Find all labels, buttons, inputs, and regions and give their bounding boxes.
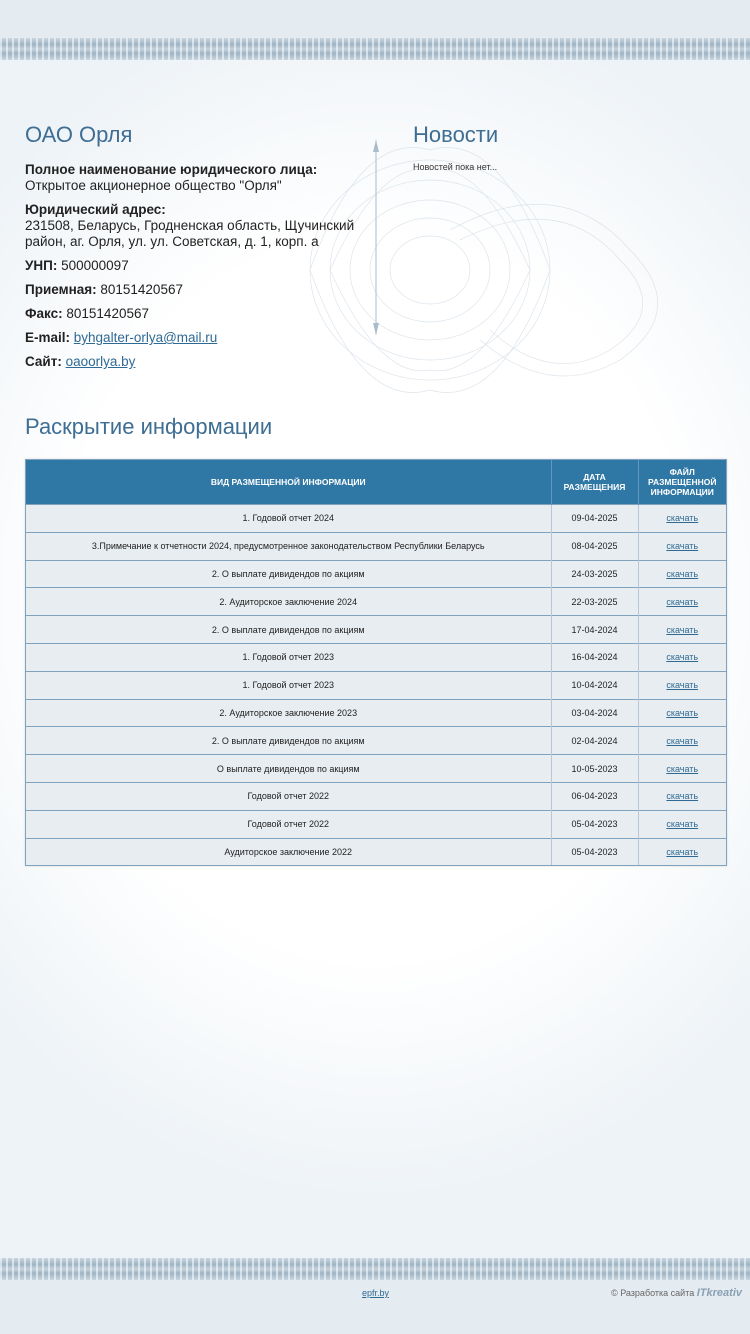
footer-site-link[interactable]: epfr.by bbox=[362, 1288, 390, 1298]
row-date: 09-04-2025 bbox=[551, 505, 638, 533]
row-name: Годовой отчет 2022 bbox=[26, 782, 551, 810]
site-link[interactable]: oaoorlya.by bbox=[65, 354, 136, 369]
download-link[interactable]: скачать bbox=[666, 846, 699, 857]
fax-value: 80151420567 bbox=[66, 306, 149, 321]
email-link[interactable]: byhgalter-orlya@mail.ru bbox=[73, 330, 218, 345]
full-name-label: Полное наименование юридического лица: bbox=[25, 162, 318, 177]
bottom-ornament-border bbox=[0, 1258, 750, 1280]
row-file bbox=[638, 588, 726, 616]
row-name: 2. Аудиторское заключение 2024 bbox=[26, 588, 551, 616]
column-header-type: ВИД РАЗМЕЩЕННОЙ ИНФОРМАЦИИ bbox=[26, 460, 551, 505]
fax-label: Факс: bbox=[25, 306, 63, 321]
reception-label: Приемная: bbox=[25, 282, 97, 297]
table-row bbox=[26, 588, 726, 616]
table-row bbox=[26, 810, 726, 838]
company-info bbox=[25, 122, 370, 378]
table-row bbox=[26, 505, 726, 533]
row-name: 1. Годовой отчет 2024 bbox=[26, 505, 551, 533]
download-link[interactable]: скачать bbox=[666, 652, 699, 663]
row-name: 2. О выплате дивидендов по акциям bbox=[26, 616, 551, 644]
top-ornament-border bbox=[0, 38, 750, 60]
download-link[interactable]: скачать bbox=[666, 791, 699, 802]
row-file bbox=[638, 755, 726, 783]
row-file bbox=[638, 699, 726, 727]
table-row bbox=[26, 560, 726, 588]
row-file bbox=[638, 505, 726, 533]
row-date: 16-04-2024 bbox=[551, 643, 638, 671]
row-name: 1. Годовой отчет 2023 bbox=[26, 671, 551, 699]
developer-credit-text: © Разработка сайта bbox=[611, 1288, 695, 1298]
address-value: 231508, Беларусь, Гродненская область, Щучинский район, аг. Орля, ул. ул. Советская, д. 1, корп. а bbox=[25, 218, 355, 249]
row-date: 02-04-2024 bbox=[551, 727, 638, 755]
disclosure-table bbox=[25, 459, 727, 866]
table-header-row bbox=[26, 460, 726, 505]
developer-credit bbox=[611, 1287, 742, 1299]
reception-line bbox=[25, 282, 370, 298]
download-link[interactable]: скачать bbox=[666, 819, 699, 830]
email-line bbox=[25, 330, 370, 346]
news-section bbox=[413, 122, 713, 172]
column-header-file: ФАЙЛ РАЗМЕЩЕННОЙ ИНФОРМАЦИИ bbox=[638, 460, 726, 505]
table-row bbox=[26, 671, 726, 699]
row-date: 08-04-2025 bbox=[551, 532, 638, 560]
table-row bbox=[26, 838, 726, 865]
table-row bbox=[26, 616, 726, 644]
row-date: 10-04-2024 bbox=[551, 671, 638, 699]
site-line bbox=[25, 354, 370, 370]
table-row bbox=[26, 643, 726, 671]
address-block bbox=[25, 202, 370, 250]
email-label: E-mail: bbox=[25, 330, 71, 345]
row-date: 24-03-2025 bbox=[551, 560, 638, 588]
download-link[interactable]: скачать bbox=[666, 763, 699, 774]
unp-label: УНП: bbox=[25, 258, 58, 273]
download-link[interactable]: скачать bbox=[666, 735, 699, 746]
unp-value: 500000097 bbox=[61, 258, 129, 273]
table-row bbox=[26, 782, 726, 810]
download-link[interactable]: скачать bbox=[666, 568, 699, 579]
table-row bbox=[26, 532, 726, 560]
top-band bbox=[0, 0, 750, 38]
row-name: 3.Примечание к отчетности 2024, предусмотренное законодательством Республики Беларусь bbox=[26, 532, 551, 560]
download-link[interactable]: скачать bbox=[666, 541, 699, 552]
row-name: 2. Аудиторское заключение 2023 bbox=[26, 699, 551, 727]
row-name: О выплате дивидендов по акциям bbox=[26, 755, 551, 783]
column-header-date: ДАТА РАЗМЕЩЕНИЯ bbox=[551, 460, 638, 505]
table-row bbox=[26, 699, 726, 727]
row-date: 05-04-2023 bbox=[551, 810, 638, 838]
row-date: 10-05-2023 bbox=[551, 755, 638, 783]
download-link[interactable]: скачать bbox=[666, 624, 699, 635]
row-date: 05-04-2023 bbox=[551, 838, 638, 865]
row-date: 22-03-2025 bbox=[551, 588, 638, 616]
row-file bbox=[638, 838, 726, 865]
reception-value: 80151420567 bbox=[100, 282, 183, 297]
disclosure-title: Раскрытие информации bbox=[25, 414, 273, 439]
unp-line bbox=[25, 258, 370, 274]
download-link[interactable]: скачать bbox=[666, 513, 699, 524]
full-name-block bbox=[25, 162, 370, 194]
table-row bbox=[26, 755, 726, 783]
table-row bbox=[26, 727, 726, 755]
row-name: 2. О выплате дивидендов по акциям bbox=[26, 727, 551, 755]
download-link[interactable]: скачать bbox=[666, 680, 699, 691]
row-date: 17-04-2024 bbox=[551, 616, 638, 644]
row-file bbox=[638, 810, 726, 838]
download-link[interactable]: скачать bbox=[666, 707, 699, 718]
fax-line bbox=[25, 306, 370, 322]
full-name-value: Открытое акционерное общество "Орля" bbox=[25, 178, 282, 193]
news-title: Новости bbox=[413, 122, 499, 147]
developer-brand-logo[interactable]: ITkreativ bbox=[696, 1287, 742, 1299]
address-label: Юридический адрес: bbox=[25, 202, 166, 217]
row-file bbox=[638, 671, 726, 699]
row-file bbox=[638, 560, 726, 588]
row-name: 2. О выплате дивидендов по акциям bbox=[26, 560, 551, 588]
row-file bbox=[638, 782, 726, 810]
row-name: 1. Годовой отчет 2023 bbox=[26, 643, 551, 671]
row-date: 06-04-2023 bbox=[551, 782, 638, 810]
download-link[interactable]: скачать bbox=[666, 596, 699, 607]
row-file bbox=[638, 616, 726, 644]
row-name: Годовой отчет 2022 bbox=[26, 810, 551, 838]
row-file bbox=[638, 532, 726, 560]
row-file bbox=[638, 643, 726, 671]
news-empty-text: Новостей пока нет... bbox=[413, 162, 498, 172]
row-date: 03-04-2024 bbox=[551, 699, 638, 727]
row-file bbox=[638, 727, 726, 755]
site-label: Сайт: bbox=[25, 354, 62, 369]
row-name: Аудиторское заключение 2022 bbox=[26, 838, 551, 865]
company-title: ОАО Орля bbox=[25, 122, 133, 147]
